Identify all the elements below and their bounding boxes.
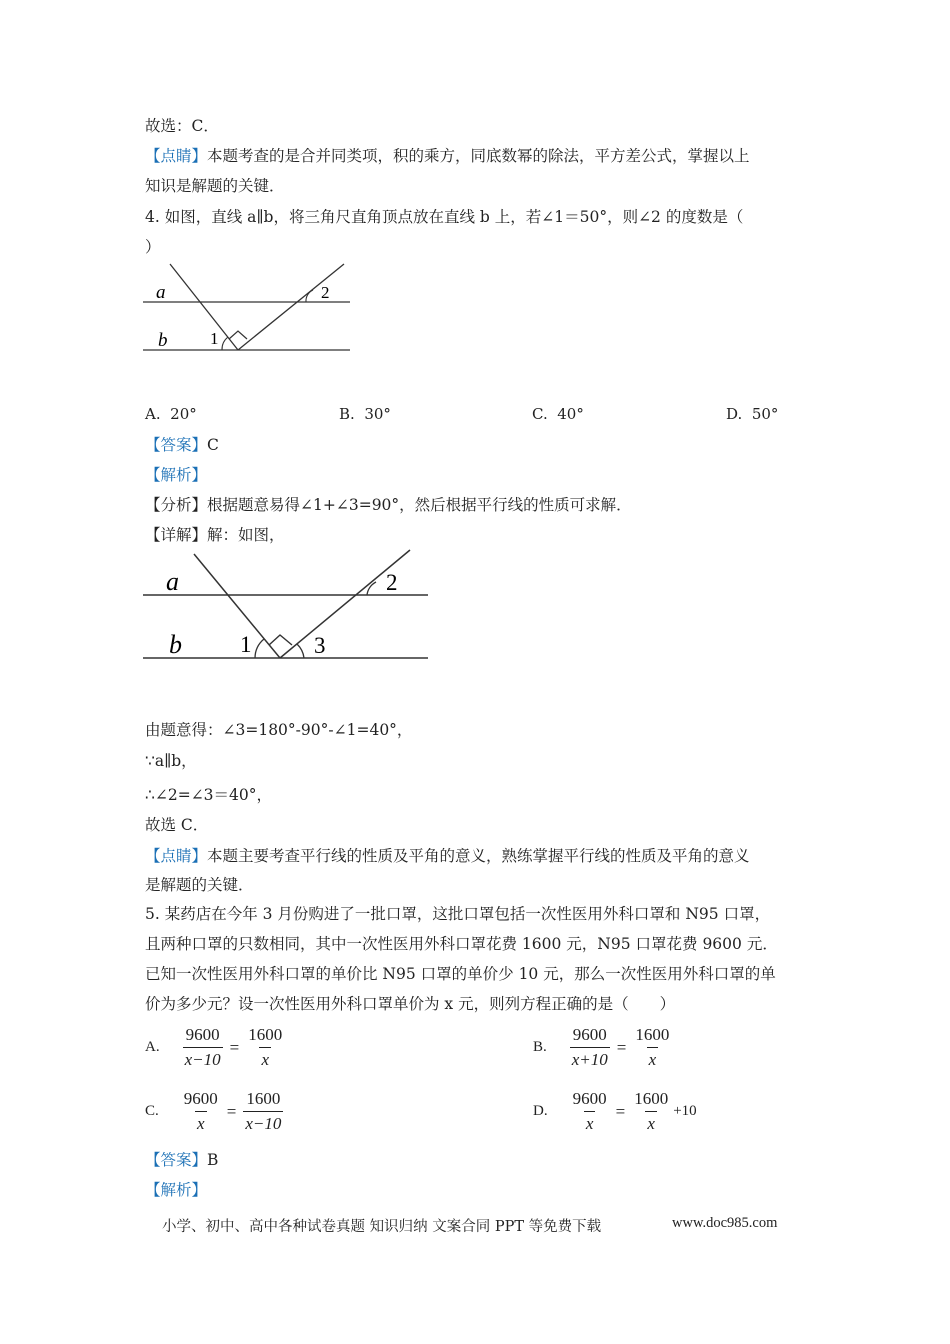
analysis-tag: 【解析】 bbox=[145, 466, 208, 484]
label-angle-1: 1 bbox=[240, 632, 252, 657]
solution-step-4: 故选 C． bbox=[145, 816, 209, 834]
q5-answer-line: 【答案】B bbox=[145, 1151, 219, 1169]
question-5-stem-1: 5. 某药店在今年 3 月份购进了一批口罩，这批口罩包括一次性医用外科口罩和 N95 口罩， bbox=[145, 905, 771, 923]
section-tag: 【点睛】 bbox=[145, 147, 208, 165]
question-4-stem-end: ） bbox=[145, 238, 161, 256]
label-a: a bbox=[166, 567, 179, 596]
question-4-stem: 4. 如图，直线 a∥b，将三角尺直角顶点放在直线 b 上，若∠1＝50°，则∠2 的度数是（ bbox=[145, 208, 744, 226]
label-b: b bbox=[158, 330, 168, 351]
question-5-stem-2: 且两种口罩的只数相同，其中一次性医用外科口罩花费 1600 元，N95 口罩花费 9600 元． bbox=[145, 935, 778, 953]
question-5-stem-3: 已知一次性医用外科口罩的单价比 N95 口罩的单价少 10 元，那么一次性医用外科口罩的单 bbox=[145, 965, 776, 983]
solution-step-1: 由题意得：∠3=180°-90°-∠1=40°， bbox=[145, 721, 413, 739]
option-a: A. 20° bbox=[145, 405, 197, 423]
q5-analysis-tag: 【解析】 bbox=[145, 1181, 208, 1199]
option-b: B. 30° bbox=[339, 405, 391, 423]
label-a: a bbox=[156, 282, 166, 303]
label-angle-1: 1 bbox=[210, 329, 219, 348]
dianjing-line: 【点睛】本题主要考查平行线的性质及平角的意义，熟练掌握平行线的性质及平角的意义 bbox=[145, 847, 750, 865]
detail-line: 【详解】解：如图， bbox=[145, 526, 285, 544]
text-line: 故选：C． bbox=[145, 117, 219, 135]
section-text: 本题考查的是合并同类项，积的乘方，同底数幂的除法，平方差公式，掌握以上 bbox=[207, 147, 750, 165]
figure-parallel-lines-2 bbox=[140, 546, 435, 668]
label-angle-3: 3 bbox=[314, 633, 326, 658]
solution-step-2: ∵a∥b， bbox=[145, 752, 197, 770]
q5-option-b: B. $\frac{9600}{x+10}$ = $\frac{1600}{x}$ bbox=[533, 1025, 670, 1069]
footer-text: 小学、初中、高中各种试卷真题 知识归纳 文案合同 PPT 等免费下载 bbox=[162, 1219, 602, 1235]
option-c: C. 40° bbox=[532, 405, 584, 423]
solution-step-3: ∴∠2=∠3＝40°， bbox=[145, 786, 273, 804]
q5-option-c: C. $\frac{9600}{x}$ = $\frac{1600}{x-10}$ bbox=[145, 1089, 282, 1133]
text-line bbox=[145, 146, 750, 166]
figure-parallel-lines-1 bbox=[140, 258, 355, 358]
dianjing-line-2: 是解题的关键． bbox=[145, 876, 254, 894]
label-angle-2: 2 bbox=[386, 570, 398, 595]
footer-url[interactable]: www.doc985.com bbox=[672, 1215, 778, 1231]
q5-option-a: A. $\frac{9600}{x-10}$ = $\frac{1600}{x}$ bbox=[145, 1025, 283, 1069]
option-d: D. 50° bbox=[726, 405, 779, 423]
text-line: 知识是解题的关键． bbox=[145, 177, 285, 195]
q5-option-d: D. $\frac{9600}{x}$ = $\frac{1600}{x}$ +10 bbox=[533, 1089, 697, 1133]
fenxi-line: 【分析】根据题意易得∠1+∠3=90°，然后根据平行线的性质可求解． bbox=[145, 496, 632, 514]
label-angle-2: 2 bbox=[321, 283, 330, 302]
answer-line: 【答案】C bbox=[145, 436, 219, 454]
label-b: b bbox=[169, 630, 182, 659]
question-5-stem-4: 价为多少元？设一次性医用外科口罩单价为 x 元，则列方程正确的是（ ） bbox=[145, 995, 676, 1013]
